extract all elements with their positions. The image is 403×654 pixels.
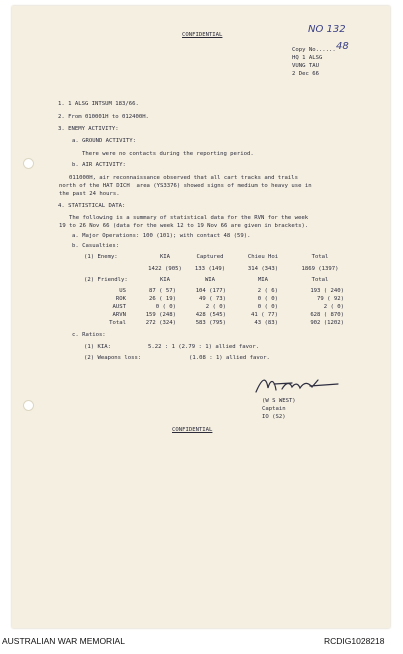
kia-cell: 0 ( 0): [155, 304, 176, 310]
punch-hole: [23, 400, 34, 411]
ratio-kia-value: 5.22 : 1 (2.79 : 1) allied favor.: [148, 344, 260, 350]
classification-bottom: CONFIDENTIAL: [172, 427, 213, 433]
mia-cell: 2 ( 6): [257, 288, 278, 294]
location: VUNG TAU: [292, 63, 319, 69]
ratios-heading: c. Ratios:: [72, 332, 106, 338]
signer-role: IO (S2): [262, 414, 286, 420]
mia-cell: 0 ( 0): [257, 296, 278, 302]
friendly-header: Total: [311, 277, 329, 283]
wia-cell: 49 ( 73): [199, 296, 226, 302]
ratio-weapons-label: (2) Weapons loss:: [84, 355, 142, 361]
friendly-header: WIA: [204, 277, 216, 283]
para-3a: a. GROUND ACTIVITY:: [72, 138, 136, 144]
row-name: ROK: [115, 296, 126, 302]
para-2: 2. From 010001H to 012400H.: [58, 114, 149, 120]
para-1: 1. 1 ALSG INTSUM 183/66.: [58, 101, 139, 107]
mia-cell: 43 (83): [254, 320, 278, 326]
row-name: ARVN: [112, 312, 126, 318]
row-name: AUST: [112, 304, 126, 310]
enemy-header: Total: [311, 254, 329, 260]
kia-cell: 26 ( 19): [149, 296, 176, 302]
enemy-value: 1422 (905): [148, 266, 182, 272]
row-name: US: [119, 288, 126, 294]
footer-source: AUSTRALIAN WAR MEMORIAL: [2, 636, 125, 646]
ratio-kia-label: (1) KIA:: [84, 344, 111, 350]
signer-rank: Captain: [262, 406, 286, 412]
signer-name: (W S WEST): [262, 398, 296, 404]
total-cell: 628 ( 870): [310, 312, 344, 318]
air-text-line: the past 24 hours.: [59, 191, 120, 197]
total-cell: 902 (1202): [310, 320, 344, 326]
stat-text-line: The following is a summary of statistical data for the RVN for the week: [69, 215, 309, 221]
friendly-label: (2) Friendly:: [84, 277, 128, 283]
classification-top: CONFIDENTIAL: [182, 32, 223, 38]
wia-cell: 104 (177): [195, 288, 226, 294]
wia-cell: 583 (795): [195, 320, 226, 326]
air-text-line: north of the HAT DICH area (YS3376) showed signs of medium to heavy use in: [59, 183, 312, 189]
para-3b: b. AIR ACTIVITY:: [72, 162, 126, 168]
handwritten-number: NO 132: [308, 24, 346, 35]
wia-cell: 2 ( 0): [205, 304, 226, 310]
kia-cell: 159 (248): [145, 312, 176, 318]
total-cell: 193 ( 240): [310, 288, 344, 294]
total-cell: 2 ( 0): [323, 304, 344, 310]
kia-cell: 87 ( 57): [149, 288, 176, 294]
ratio-weapons-value: (1.08 : 1) allied favor.: [189, 355, 270, 361]
enemy-value: 1869 (1397): [301, 266, 339, 272]
copy-no-label: Copy No......: [292, 47, 336, 53]
friendly-header: KIA: [159, 277, 171, 283]
total-cell: 79 ( 92): [317, 296, 344, 302]
punch-hole: [23, 158, 34, 169]
major-operations: a. Major Operations: 100 (101); with contact 48 (59).: [72, 233, 251, 239]
para-4: 4. STATISTICAL DATA:: [58, 203, 126, 209]
enemy-value: 314 (343): [247, 266, 279, 272]
wia-cell: 428 (545): [195, 312, 226, 318]
enemy-value: 133 (149): [194, 266, 226, 272]
casualties-heading: b. Casualties:: [72, 243, 120, 249]
air-text-line: 011000H, air reconnaissance observed that all cart tracks and trails: [69, 175, 299, 181]
friendly-header: MIA: [257, 277, 269, 283]
kia-cell: 272 (324): [145, 320, 176, 326]
stat-text-line: 19 to 26 Nov 66 (data for the week 12 to 19 Nov 66 are given in brackets).: [59, 223, 309, 229]
enemy-header: Captured: [196, 254, 224, 260]
enemy-label: (1) Enemy:: [84, 254, 118, 260]
row-name: Total: [109, 320, 126, 326]
mia-cell: 41 ( 77): [251, 312, 278, 318]
signature: [252, 374, 342, 396]
unit: HQ 1 ALSG: [292, 55, 323, 61]
footer-record-id: RCDIG1028218: [324, 636, 385, 646]
date: 2 Dec 66: [292, 71, 319, 77]
enemy-header: Chieu Hoi: [247, 254, 279, 260]
enemy-header: KIA: [159, 254, 171, 260]
copy-no-value: 48: [336, 41, 349, 52]
mia-cell: 0 ( 0): [257, 304, 278, 310]
para-3a-text: There were no contacts during the reporting period.: [82, 151, 254, 157]
para-3: 3. ENEMY ACTIVITY:: [58, 126, 119, 132]
